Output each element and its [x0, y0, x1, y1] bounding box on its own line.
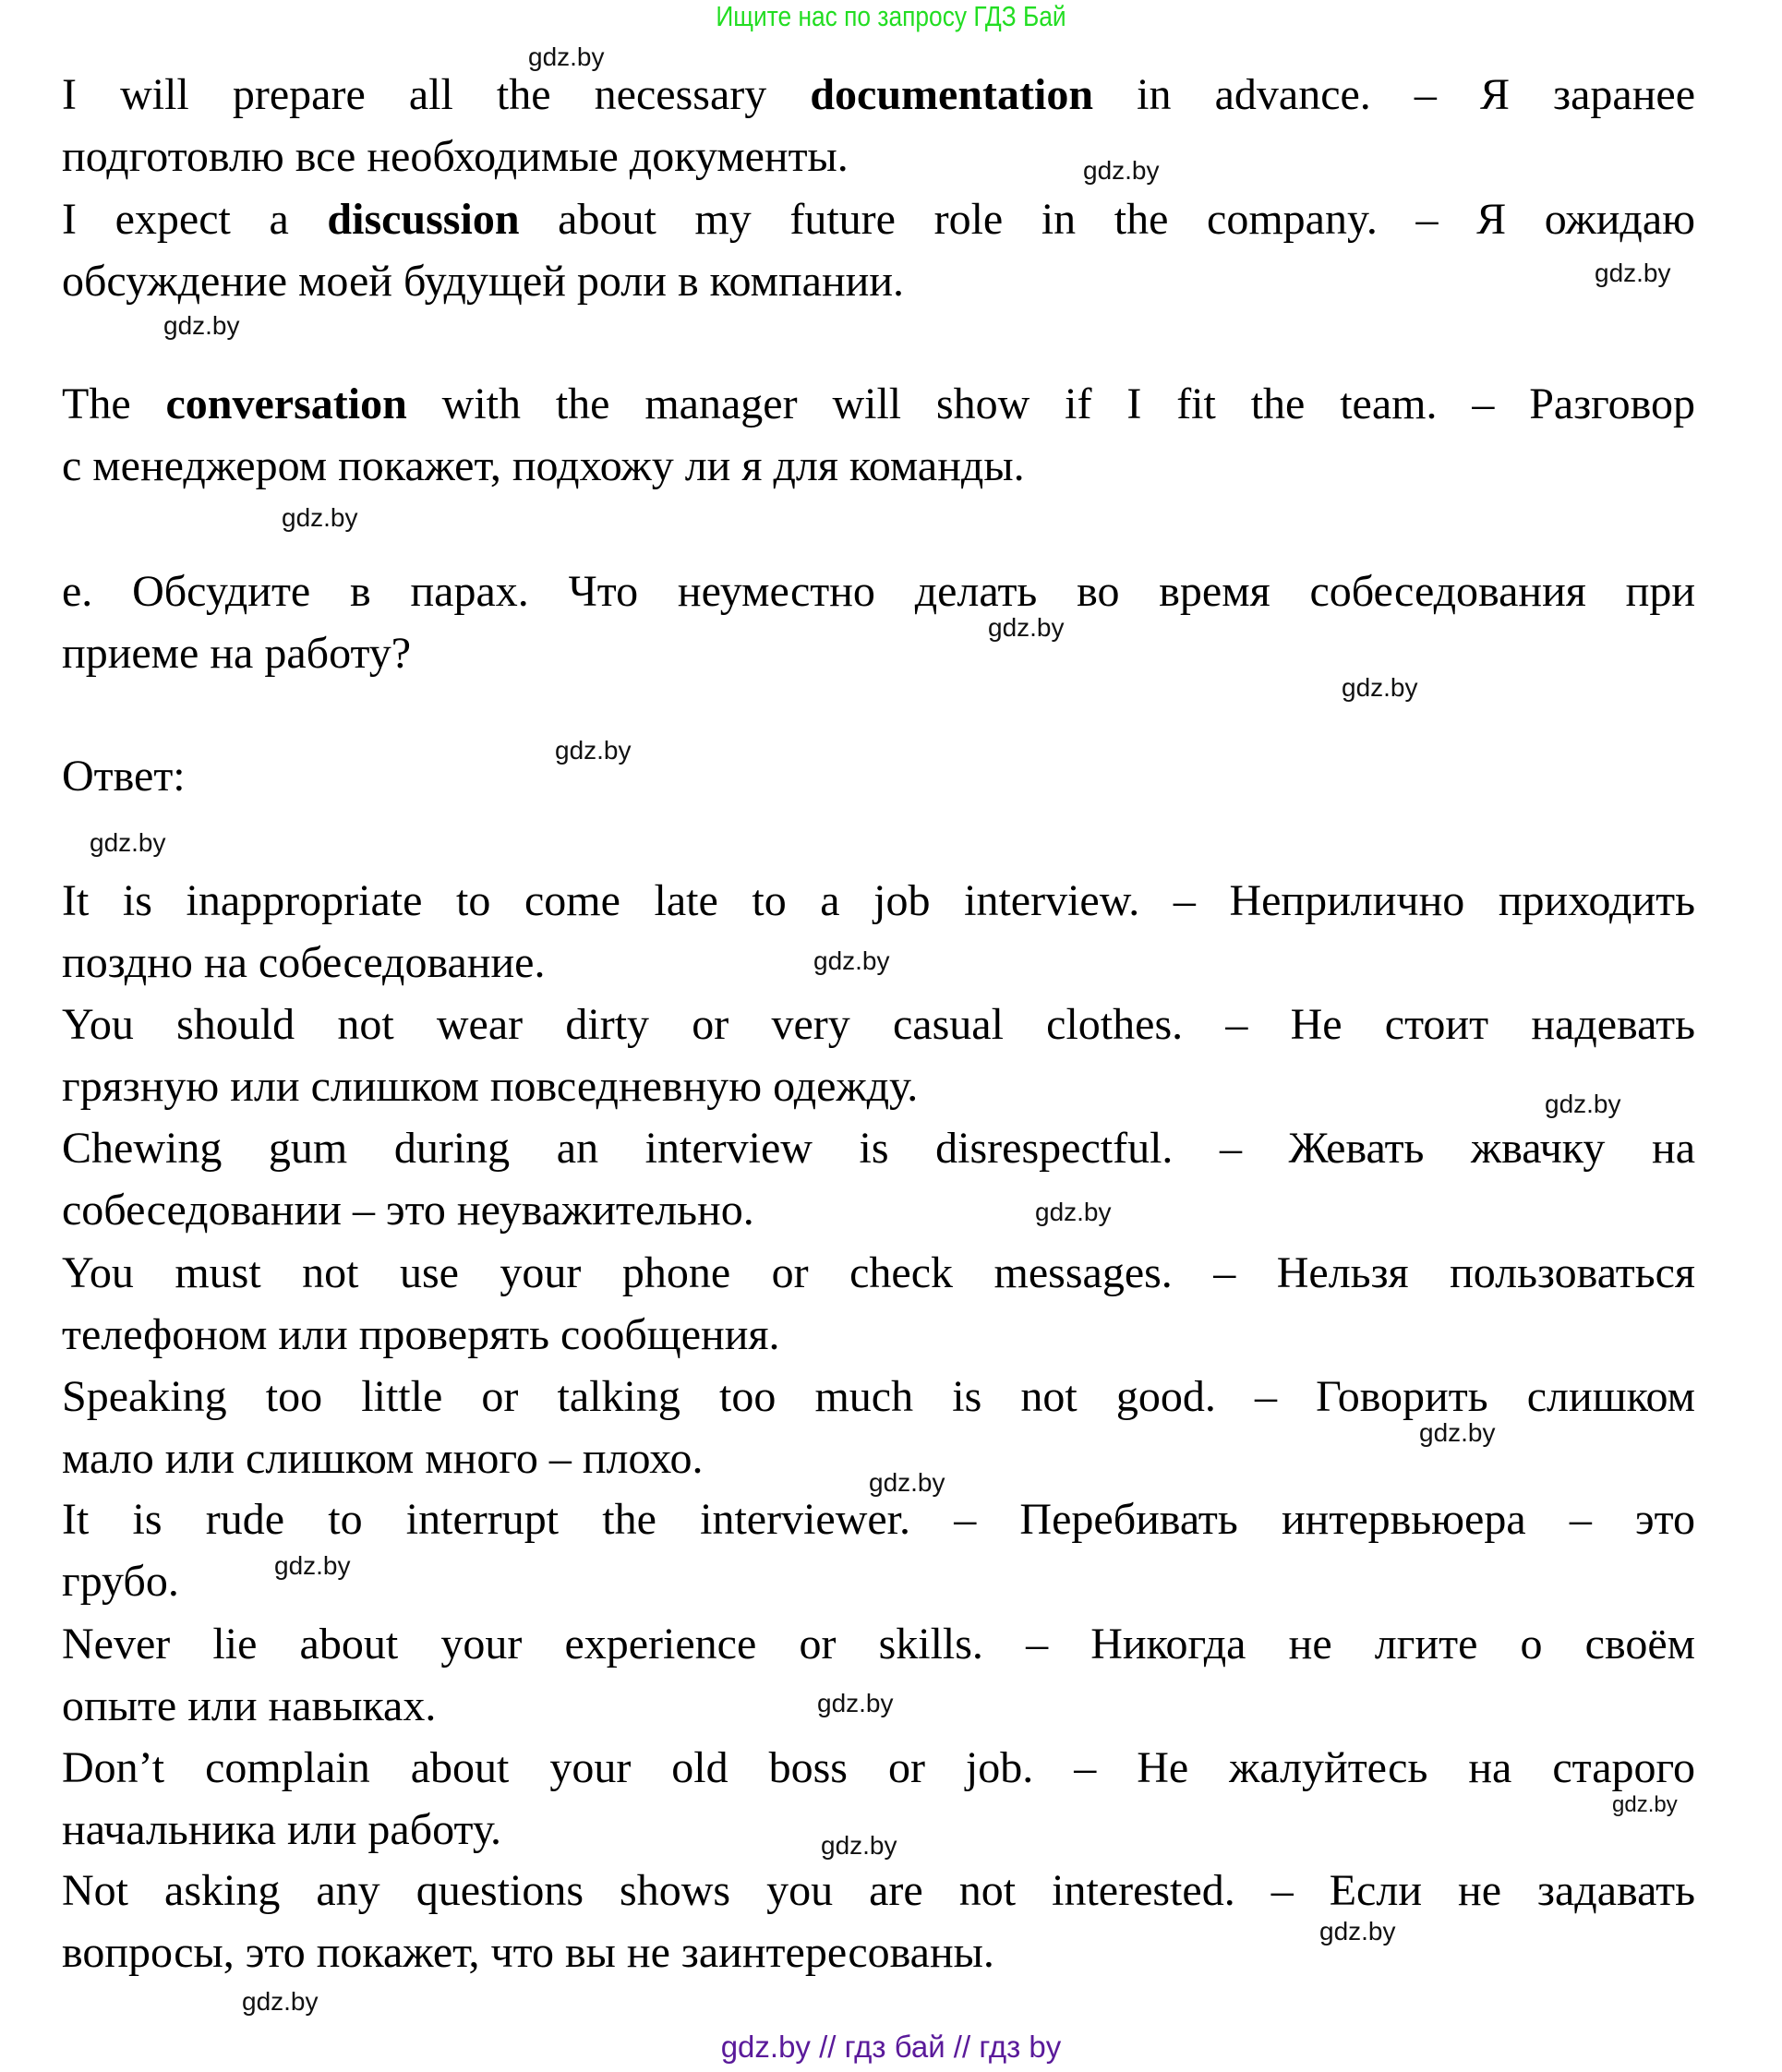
- task-question: [62, 560, 1695, 684]
- text-segment: мало или слишком много – плохо.: [62, 1434, 704, 1483]
- key-term: conversation: [165, 379, 407, 428]
- watermark: gdz.by: [1035, 1198, 1112, 1226]
- watermark: gdz.by: [282, 503, 358, 532]
- answer-item: [62, 1860, 1695, 1983]
- text-segment: You must not use your phone or check messages. – Нельзя пользоваться: [62, 1248, 1695, 1297]
- text-line: [62, 64, 1695, 126]
- text-line: [62, 1921, 1695, 1983]
- key-term: documentation: [810, 70, 1094, 119]
- text-line: [62, 994, 1695, 1055]
- text-segment: e. Обсудите в парах. Что неуместно делать во время собеседования при: [62, 567, 1695, 616]
- text-segment: вопросы, это покажет, что вы не заинтересованы.: [62, 1928, 994, 1977]
- text-line: [62, 1304, 1695, 1366]
- watermark: gdz.by: [817, 1689, 894, 1717]
- text-segment: about my future role in the company. – Я ожидаю: [519, 195, 1695, 244]
- key-term: discussion: [327, 195, 520, 244]
- text-segment: with the manager will show if I fit the team. – Разговор: [406, 379, 1695, 428]
- text-line: [62, 622, 1695, 684]
- watermark: gdz.by: [988, 613, 1065, 642]
- example-sentence: [62, 188, 1695, 312]
- text-segment: подготовлю все необходимые документы.: [62, 132, 849, 181]
- watermark: gdz.by: [1319, 1917, 1396, 1946]
- text-segment: Not asking any questions shows you are not interested. – Если не задавать: [62, 1866, 1695, 1915]
- text-segment: приеме на работу?: [62, 629, 412, 678]
- text-segment: Speaking too little or talking too much is not good. – Говорить слишком: [62, 1372, 1695, 1421]
- watermark: gdz.by: [555, 736, 632, 765]
- text-line: [62, 560, 1695, 622]
- answer-label: [62, 745, 1695, 807]
- text-segment: It is inappropriate to come late to a job interview. – Неприлично приходить: [62, 876, 1695, 925]
- text-line: [62, 250, 1695, 312]
- watermark: gdz.by: [242, 1987, 319, 2016]
- watermark: gdz.by: [869, 1468, 945, 1497]
- watermark: gdz.by: [528, 42, 605, 71]
- text-line: [62, 745, 1695, 807]
- watermark: gdz.by: [1419, 1418, 1496, 1447]
- watermark: gdz.by: [821, 1831, 897, 1860]
- text-segment: Don’t complain about your old boss or job. – Не жалуйтесь на старого: [62, 1743, 1695, 1792]
- watermark: gdz.by: [1545, 1090, 1621, 1118]
- search-hint-header: Ищите нас по запросу ГДЗ Бай: [716, 0, 1066, 32]
- answer-item: [62, 1242, 1695, 1366]
- text-segment: The: [62, 379, 166, 428]
- text-line: [62, 188, 1695, 250]
- watermark: gdz.by: [1083, 156, 1160, 185]
- watermark: gdz.by: [1342, 673, 1418, 702]
- text-segment: I will prepare all the necessary: [62, 70, 811, 119]
- text-line: [62, 1242, 1695, 1304]
- answer-item: [62, 994, 1695, 1117]
- text-line: [62, 1055, 1695, 1117]
- answer-item: [62, 1117, 1695, 1241]
- text-segment: I expect a: [62, 195, 328, 244]
- text-line: [62, 1737, 1695, 1799]
- text-line: [62, 1613, 1695, 1675]
- text-line: [62, 373, 1695, 435]
- text-line: [62, 1179, 1695, 1241]
- watermark: gdz.by: [1595, 259, 1671, 287]
- watermark: gdz.by: [813, 946, 890, 975]
- watermark: gdz.by: [163, 311, 240, 340]
- text-segment: телефоном или проверять сообщения.: [62, 1310, 780, 1359]
- footer-links: gdz.by // гдз бай // гдз by: [720, 2030, 1062, 2064]
- text-segment: поздно на собеседование.: [62, 938, 546, 987]
- text-segment: начальника или работу.: [62, 1805, 502, 1854]
- text-segment: грязную или слишком повседневную одежду.: [62, 1062, 919, 1111]
- text-segment: Never lie about your experience or skills. – Никогда не лгите о своём: [62, 1620, 1695, 1668]
- watermark: gdz.by: [90, 828, 166, 857]
- text-segment: собеседовании – это неуважительно.: [62, 1186, 754, 1235]
- text-segment: обсуждение моей будущей роли в компании.: [62, 257, 904, 306]
- text-segment: с менеджером покажет, подхожу ли я для команды.: [62, 441, 1025, 490]
- text-line: [62, 1117, 1695, 1179]
- watermark: gdz.by: [1612, 1792, 1678, 1817]
- text-segment: It is rude to interrupt the interviewer. – Перебивать интервьюера – это: [62, 1495, 1695, 1544]
- text-line: [62, 435, 1695, 497]
- text-line: [62, 126, 1695, 187]
- text-segment: грубо.: [62, 1557, 179, 1606]
- text-segment: Chewing gum during an interview is disrespectful. – Жевать жвачку на: [62, 1124, 1695, 1173]
- example-sentence: [62, 373, 1695, 497]
- example-sentence: [62, 64, 1695, 187]
- text-line: [62, 1488, 1695, 1550]
- text-segment: Ответ:: [62, 752, 186, 801]
- text-segment: опыте или навыках.: [62, 1681, 437, 1730]
- text-line: [62, 870, 1695, 932]
- text-line: [62, 1860, 1695, 1921]
- text-segment: You should not wear dirty or very casual clothes. – Не стоит надевать: [62, 1000, 1695, 1049]
- watermark: gdz.by: [274, 1551, 351, 1580]
- answer-item: [62, 1488, 1695, 1612]
- text-segment: in advance. – Я заранее: [1093, 70, 1696, 119]
